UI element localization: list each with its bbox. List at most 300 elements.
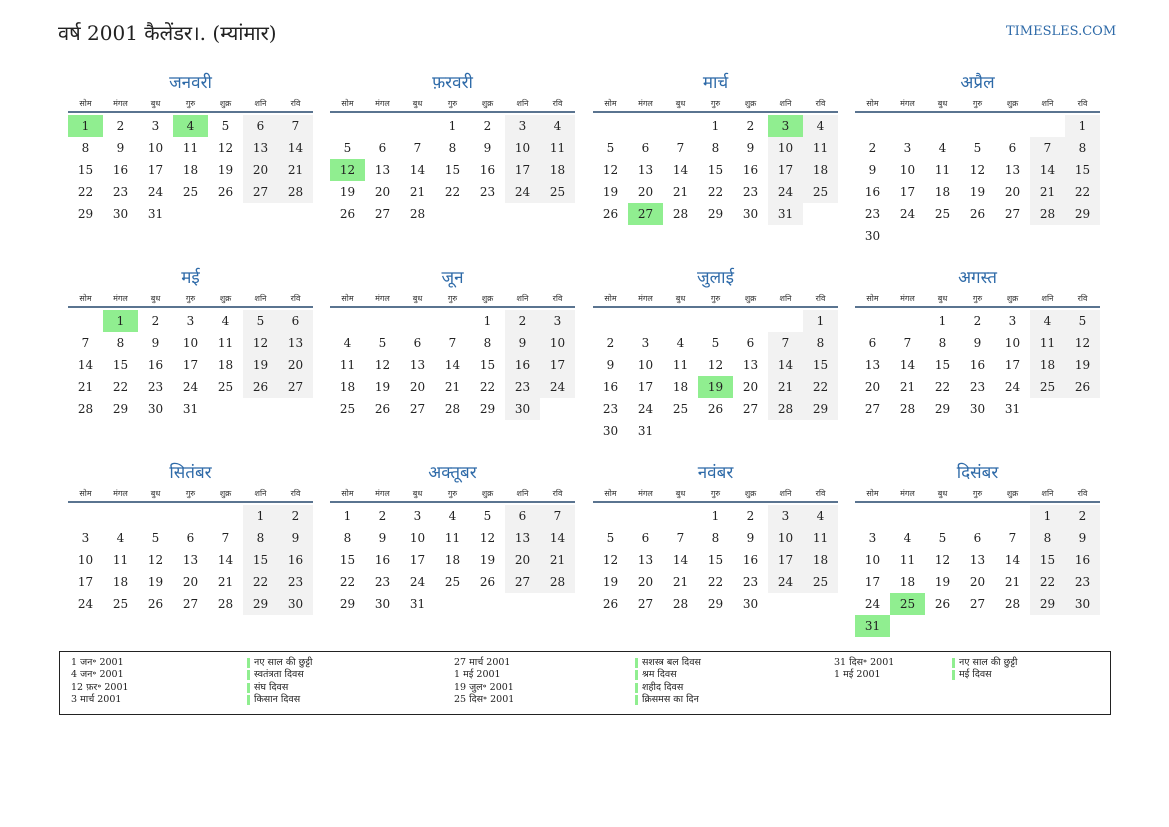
weekday-label: शनि bbox=[1041, 294, 1054, 303]
weekday-label: मंगल bbox=[638, 294, 653, 303]
day-cell: 24 bbox=[182, 380, 199, 394]
day-cell: 27 bbox=[742, 402, 759, 416]
weekday-header bbox=[68, 486, 313, 503]
day-cell: 27 bbox=[278, 376, 313, 398]
weekday-header bbox=[593, 96, 838, 113]
day-cell: 26 bbox=[602, 207, 619, 221]
weekday-label: रवि bbox=[1077, 489, 1088, 498]
holiday-name: संघ दिवस bbox=[247, 682, 288, 694]
weekday-label: शनि bbox=[1041, 489, 1054, 498]
month-block bbox=[593, 460, 838, 615]
day-cell: 28 bbox=[768, 398, 803, 420]
day-cell: 10 bbox=[768, 137, 803, 159]
month-name: मार्च bbox=[702, 73, 729, 93]
day-cell: 23 bbox=[479, 185, 496, 199]
day-cell: 25 bbox=[112, 597, 129, 611]
day-cell: 17 bbox=[77, 575, 94, 589]
day-cell: 12 bbox=[147, 553, 164, 567]
empty-cell bbox=[890, 505, 925, 527]
weekday-label: शनि bbox=[779, 99, 792, 108]
day-cell: 25 bbox=[217, 380, 234, 394]
day-cell: 11 bbox=[803, 527, 838, 549]
day-cell: 16 bbox=[112, 163, 129, 177]
day-cell: 17 bbox=[864, 575, 881, 589]
empty-cell bbox=[995, 505, 1030, 527]
day-cell: 2 bbox=[483, 119, 492, 133]
day-cell: 2 bbox=[746, 509, 755, 523]
day-cell: 13 bbox=[278, 332, 313, 354]
day-cell: 28 bbox=[1004, 597, 1021, 611]
day-cell: 27 bbox=[1004, 207, 1021, 221]
day-cell: 7 bbox=[1030, 137, 1065, 159]
empty-cell bbox=[400, 310, 435, 332]
day-cell: 19 bbox=[602, 185, 619, 199]
page-title: वर्ष 2001 कैलेंडर।. (म्यांमार) bbox=[58, 21, 277, 45]
day-cell: 28 bbox=[444, 402, 461, 416]
weekday-header bbox=[593, 486, 838, 503]
day-cell: 20 bbox=[182, 575, 199, 589]
day-cell: 9 bbox=[483, 141, 492, 155]
weekday-label: मंगल bbox=[113, 99, 128, 108]
holiday-date: 25 दिस॰ 2001 bbox=[454, 693, 515, 705]
day-cell: 20 bbox=[278, 354, 313, 376]
month-name: अप्रैल bbox=[960, 73, 995, 93]
day-cell: 21 bbox=[540, 549, 575, 571]
day-cell: 12 bbox=[217, 141, 234, 155]
day-grid bbox=[855, 310, 1100, 420]
month-name: मई bbox=[181, 268, 200, 288]
day-cell: 29 bbox=[1030, 593, 1065, 615]
day-cell: 1 bbox=[803, 310, 838, 332]
weekday-label: गुरु bbox=[710, 489, 721, 498]
day-cell: 11 bbox=[803, 137, 838, 159]
day-cell: 25 bbox=[1030, 376, 1065, 398]
day-cell: 13 bbox=[864, 358, 881, 372]
holiday-name: नए साल की छुट्टी bbox=[247, 657, 312, 669]
day-cell: 14 bbox=[1004, 553, 1021, 567]
day-cell: 1 bbox=[243, 505, 278, 527]
day-cell: 23 bbox=[602, 402, 619, 416]
day-cell: 21 bbox=[1030, 181, 1065, 203]
day-cell: 28 bbox=[540, 571, 575, 593]
weekday-label: बुध bbox=[150, 489, 161, 498]
empty-cell bbox=[768, 310, 803, 332]
empty-cell bbox=[593, 310, 628, 332]
day-cell: 13 bbox=[969, 553, 986, 567]
weekday-header bbox=[330, 96, 575, 113]
site-link[interactable]: TIMESLES.COM bbox=[1006, 24, 1117, 39]
day-cell: 15 bbox=[1065, 159, 1100, 181]
weekday-label: शुक्र bbox=[1006, 489, 1019, 498]
day-cell: 5 bbox=[243, 310, 278, 332]
day-cell: 24 bbox=[409, 575, 426, 589]
month-name: दिसंबर bbox=[956, 463, 999, 483]
day-cell: 3 bbox=[903, 141, 912, 155]
day-cell: 11 bbox=[1030, 332, 1065, 354]
day-cell: 28 bbox=[278, 181, 313, 203]
day-cell: 9 bbox=[116, 141, 125, 155]
day-cell: 10 bbox=[768, 527, 803, 549]
day-cell: 27 bbox=[243, 181, 278, 203]
day-cell: 2 bbox=[378, 509, 387, 523]
day-cell: 1 bbox=[1030, 505, 1065, 527]
day-cell: 11 bbox=[540, 137, 575, 159]
weekday-label: रवि bbox=[552, 294, 563, 303]
day-cell: 22 bbox=[339, 575, 356, 589]
day-cell: 9 bbox=[746, 141, 755, 155]
day-cell: 27 bbox=[374, 207, 391, 221]
day-cell: 29 bbox=[112, 402, 129, 416]
day-cell: 19 bbox=[339, 185, 356, 199]
empty-cell bbox=[628, 505, 663, 527]
day-cell: 26 bbox=[707, 402, 724, 416]
day-cell: 9 bbox=[868, 163, 877, 177]
day-cell: 20 bbox=[637, 575, 654, 589]
weekday-label: गुरु bbox=[972, 99, 983, 108]
day-cell: 29 bbox=[77, 207, 94, 221]
day-cell: 17 bbox=[540, 354, 575, 376]
day-cell: 6 bbox=[746, 336, 755, 350]
day-cell: 27 bbox=[409, 402, 426, 416]
weekday-header bbox=[68, 291, 313, 308]
day-cell: 3 bbox=[768, 505, 803, 527]
weekday-label: बुध bbox=[412, 99, 423, 108]
empty-cell bbox=[663, 115, 698, 137]
day-cell: 4 bbox=[803, 115, 838, 137]
day-cell: 13 bbox=[243, 137, 278, 159]
empty-cell bbox=[925, 505, 960, 527]
empty-cell bbox=[208, 505, 243, 527]
empty-cell bbox=[925, 115, 960, 137]
day-cell: 27 bbox=[864, 402, 881, 416]
day-cell: 20 bbox=[864, 380, 881, 394]
day-cell: 18 bbox=[217, 358, 234, 372]
day-cell: 26 bbox=[602, 597, 619, 611]
day-cell: 3 bbox=[505, 115, 540, 137]
day-cell: 10 bbox=[147, 141, 164, 155]
day-cell: 7 bbox=[1008, 531, 1017, 545]
empty-cell bbox=[103, 505, 138, 527]
holiday-name: मई दिवस bbox=[952, 669, 992, 681]
day-cell: 24 bbox=[1004, 380, 1021, 394]
weekday-label: बुध bbox=[150, 294, 161, 303]
day-cell: 31 bbox=[147, 207, 164, 221]
day-cell: 4 bbox=[803, 505, 838, 527]
day-cell: 10 bbox=[540, 332, 575, 354]
day-cell: 18 bbox=[540, 159, 575, 181]
day-cell: 14 bbox=[672, 163, 689, 177]
day-cell: 16 bbox=[278, 549, 313, 571]
holiday-date: 27 मार्च 2001 bbox=[454, 657, 511, 668]
weekday-label: गुरु bbox=[447, 489, 458, 498]
weekday-header bbox=[855, 486, 1100, 503]
day-cell: 9 bbox=[378, 531, 387, 545]
empty-cell bbox=[663, 310, 698, 332]
month-block bbox=[855, 265, 1100, 420]
weekday-label: मंगल bbox=[638, 99, 653, 108]
day-cell: 8 bbox=[448, 141, 457, 155]
day-cell: 21 bbox=[444, 380, 461, 394]
day-cell: 23 bbox=[278, 571, 313, 593]
day-cell: 30 bbox=[602, 424, 619, 438]
month-block bbox=[855, 460, 1100, 637]
day-cell: 9 bbox=[278, 527, 313, 549]
month-block bbox=[593, 70, 838, 225]
day-cell: 7 bbox=[81, 336, 90, 350]
day-cell: 15 bbox=[479, 358, 496, 372]
day-cell: 17 bbox=[1004, 358, 1021, 372]
day-cell: 3 bbox=[868, 531, 877, 545]
month-block bbox=[68, 460, 313, 615]
day-cell: 25 bbox=[540, 181, 575, 203]
day-cell: 31 bbox=[182, 402, 199, 416]
day-cell: 17 bbox=[182, 358, 199, 372]
weekday-label: बुध bbox=[675, 294, 686, 303]
day-cell: 14 bbox=[672, 553, 689, 567]
day-cell: 15 bbox=[77, 163, 94, 177]
day-cell: 6 bbox=[505, 505, 540, 527]
day-cell: 2 bbox=[505, 310, 540, 332]
weekday-label: गुरु bbox=[185, 99, 196, 108]
month-name: फ़रवरी bbox=[432, 73, 473, 93]
day-cell: 8 bbox=[711, 531, 720, 545]
weekday-label: शनि bbox=[779, 489, 792, 498]
day-cell: 23 bbox=[374, 575, 391, 589]
holiday-day-cell: 4 bbox=[173, 115, 208, 137]
day-cell: 2 bbox=[151, 314, 160, 328]
holiday-date: 31 दिस॰ 2001 bbox=[834, 657, 895, 668]
weekday-label: गुरु bbox=[185, 294, 196, 303]
day-cell: 8 bbox=[116, 336, 125, 350]
day-cell: 5 bbox=[151, 531, 160, 545]
day-cell: 17 bbox=[147, 163, 164, 177]
day-cell: 7 bbox=[448, 336, 457, 350]
day-cell: 23 bbox=[1065, 571, 1100, 593]
day-cell: 29 bbox=[803, 398, 838, 420]
weekday-label: सोम bbox=[866, 489, 879, 498]
day-cell: 24 bbox=[147, 185, 164, 199]
holiday-date: 1 मई 2001 bbox=[454, 669, 501, 681]
day-cell: 8 bbox=[1065, 137, 1100, 159]
day-cell: 10 bbox=[77, 553, 94, 567]
day-cell: 25 bbox=[803, 181, 838, 203]
day-cell: 7 bbox=[676, 141, 685, 155]
day-cell: 30 bbox=[278, 593, 313, 615]
day-cell: 6 bbox=[413, 336, 422, 350]
day-cell: 24 bbox=[864, 597, 881, 611]
day-grid bbox=[68, 115, 313, 225]
day-cell: 15 bbox=[339, 553, 356, 567]
day-cell: 14 bbox=[899, 358, 916, 372]
day-cell: 6 bbox=[186, 531, 195, 545]
empty-cell bbox=[960, 115, 995, 137]
weekday-header bbox=[68, 96, 313, 113]
day-cell: 12 bbox=[374, 358, 391, 372]
day-cell: 29 bbox=[1065, 203, 1100, 225]
day-cell: 23 bbox=[147, 380, 164, 394]
day-cell: 19 bbox=[147, 575, 164, 589]
day-cell: 12 bbox=[602, 163, 619, 177]
day-cell: 25 bbox=[339, 402, 356, 416]
day-cell: 24 bbox=[768, 571, 803, 593]
day-cell: 14 bbox=[540, 527, 575, 549]
day-cell: 15 bbox=[934, 358, 951, 372]
day-cell: 29 bbox=[934, 402, 951, 416]
day-cell: 11 bbox=[217, 336, 234, 350]
holiday-list bbox=[59, 651, 1111, 715]
day-cell: 7 bbox=[903, 336, 912, 350]
day-cell: 4 bbox=[903, 531, 912, 545]
day-cell: 18 bbox=[934, 185, 951, 199]
day-cell: 1 bbox=[1065, 115, 1100, 137]
empty-cell bbox=[855, 115, 890, 137]
day-cell: 6 bbox=[243, 115, 278, 137]
day-cell: 21 bbox=[77, 380, 94, 394]
day-cell: 4 bbox=[221, 314, 230, 328]
weekday-label: रवि bbox=[815, 99, 826, 108]
empty-cell bbox=[890, 310, 925, 332]
holiday-name: सशस्त्र बल दिवस bbox=[635, 657, 701, 669]
day-cell: 20 bbox=[742, 380, 759, 394]
day-cell: 11 bbox=[339, 358, 356, 372]
day-cell: 10 bbox=[409, 531, 426, 545]
day-cell: 16 bbox=[1065, 549, 1100, 571]
day-cell: 21 bbox=[899, 380, 916, 394]
day-grid bbox=[855, 505, 1100, 637]
day-cell: 9 bbox=[151, 336, 160, 350]
holiday-name: स्वतंत्रता दिवस bbox=[247, 669, 304, 681]
day-cell: 5 bbox=[606, 141, 615, 155]
day-cell: 18 bbox=[444, 553, 461, 567]
weekday-label: सोम bbox=[79, 489, 92, 498]
weekday-label: शनि bbox=[254, 489, 267, 498]
day-cell: 8 bbox=[483, 336, 492, 350]
weekday-label: सोम bbox=[341, 489, 354, 498]
day-cell: 14 bbox=[409, 163, 426, 177]
day-cell: 26 bbox=[1065, 376, 1100, 398]
empty-cell bbox=[68, 505, 103, 527]
day-cell: 15 bbox=[707, 163, 724, 177]
day-cell: 22 bbox=[1065, 181, 1100, 203]
weekday-label: सोम bbox=[341, 99, 354, 108]
day-cell: 6 bbox=[378, 141, 387, 155]
day-cell: 8 bbox=[1030, 527, 1065, 549]
day-cell: 16 bbox=[479, 163, 496, 177]
day-cell: 13 bbox=[374, 163, 391, 177]
day-cell: 6 bbox=[278, 310, 313, 332]
weekday-label: रवि bbox=[1077, 294, 1088, 303]
day-grid bbox=[855, 115, 1100, 247]
day-cell: 18 bbox=[182, 163, 199, 177]
day-cell: 26 bbox=[339, 207, 356, 221]
day-cell: 24 bbox=[77, 597, 94, 611]
holiday-day-cell: 1 bbox=[103, 310, 138, 332]
empty-cell bbox=[855, 505, 890, 527]
day-cell: 17 bbox=[899, 185, 916, 199]
weekday-label: बुध bbox=[675, 489, 686, 498]
day-cell: 21 bbox=[672, 575, 689, 589]
day-cell: 20 bbox=[1004, 185, 1021, 199]
day-cell: 5 bbox=[711, 336, 720, 350]
day-cell: 22 bbox=[444, 185, 461, 199]
month-name: सितंबर bbox=[169, 463, 212, 483]
day-cell: 29 bbox=[339, 597, 356, 611]
day-cell: 12 bbox=[602, 553, 619, 567]
day-cell: 6 bbox=[641, 141, 650, 155]
month-name: जनवरी bbox=[169, 73, 212, 93]
day-cell: 12 bbox=[479, 531, 496, 545]
weekday-label: शनि bbox=[779, 294, 792, 303]
weekday-label: सोम bbox=[79, 99, 92, 108]
day-cell: 9 bbox=[973, 336, 982, 350]
day-grid bbox=[593, 310, 838, 442]
day-cell: 24 bbox=[899, 207, 916, 221]
day-cell: 16 bbox=[374, 553, 391, 567]
day-cell: 14 bbox=[1030, 159, 1065, 181]
day-cell: 3 bbox=[413, 509, 422, 523]
day-cell: 23 bbox=[505, 376, 540, 398]
day-cell: 21 bbox=[409, 185, 426, 199]
weekday-label: मंगल bbox=[900, 294, 915, 303]
day-cell: 22 bbox=[1030, 571, 1065, 593]
day-cell: 3 bbox=[540, 310, 575, 332]
weekday-label: बुध bbox=[150, 99, 161, 108]
day-cell: 10 bbox=[182, 336, 199, 350]
empty-cell bbox=[365, 310, 400, 332]
day-cell: 23 bbox=[742, 185, 759, 199]
day-cell: 16 bbox=[864, 185, 881, 199]
month-name: अगस्त bbox=[958, 268, 997, 288]
day-grid bbox=[68, 310, 313, 420]
empty-cell bbox=[628, 310, 663, 332]
day-cell: 30 bbox=[969, 402, 986, 416]
weekday-label: सोम bbox=[866, 99, 879, 108]
empty-cell bbox=[1030, 115, 1065, 137]
day-cell: 21 bbox=[1004, 575, 1021, 589]
weekday-label: मंगल bbox=[113, 489, 128, 498]
day-cell: 28 bbox=[409, 207, 426, 221]
day-cell: 4 bbox=[540, 115, 575, 137]
weekday-label: बुध bbox=[937, 294, 948, 303]
day-cell: 4 bbox=[938, 141, 947, 155]
empty-cell bbox=[330, 115, 365, 137]
day-cell: 18 bbox=[803, 549, 838, 571]
weekday-label: गुरु bbox=[710, 294, 721, 303]
day-cell: 8 bbox=[803, 332, 838, 354]
day-cell: 22 bbox=[934, 380, 951, 394]
day-cell: 14 bbox=[77, 358, 94, 372]
day-cell: 26 bbox=[374, 402, 391, 416]
empty-cell bbox=[628, 115, 663, 137]
empty-cell bbox=[593, 115, 628, 137]
day-cell: 29 bbox=[479, 402, 496, 416]
day-cell: 27 bbox=[182, 597, 199, 611]
weekday-header bbox=[855, 291, 1100, 308]
day-cell: 9 bbox=[746, 531, 755, 545]
day-cell: 19 bbox=[479, 553, 496, 567]
weekday-label: गुरु bbox=[972, 489, 983, 498]
day-cell: 25 bbox=[672, 402, 689, 416]
day-cell: 22 bbox=[243, 571, 278, 593]
weekday-label: शुक्र bbox=[744, 489, 757, 498]
day-cell: 29 bbox=[707, 207, 724, 221]
weekday-label: बुध bbox=[937, 489, 948, 498]
weekday-label: सोम bbox=[79, 294, 92, 303]
day-cell: 10 bbox=[864, 553, 881, 567]
weekday-label: गुरु bbox=[447, 294, 458, 303]
month-block bbox=[68, 265, 313, 420]
day-cell: 15 bbox=[803, 354, 838, 376]
